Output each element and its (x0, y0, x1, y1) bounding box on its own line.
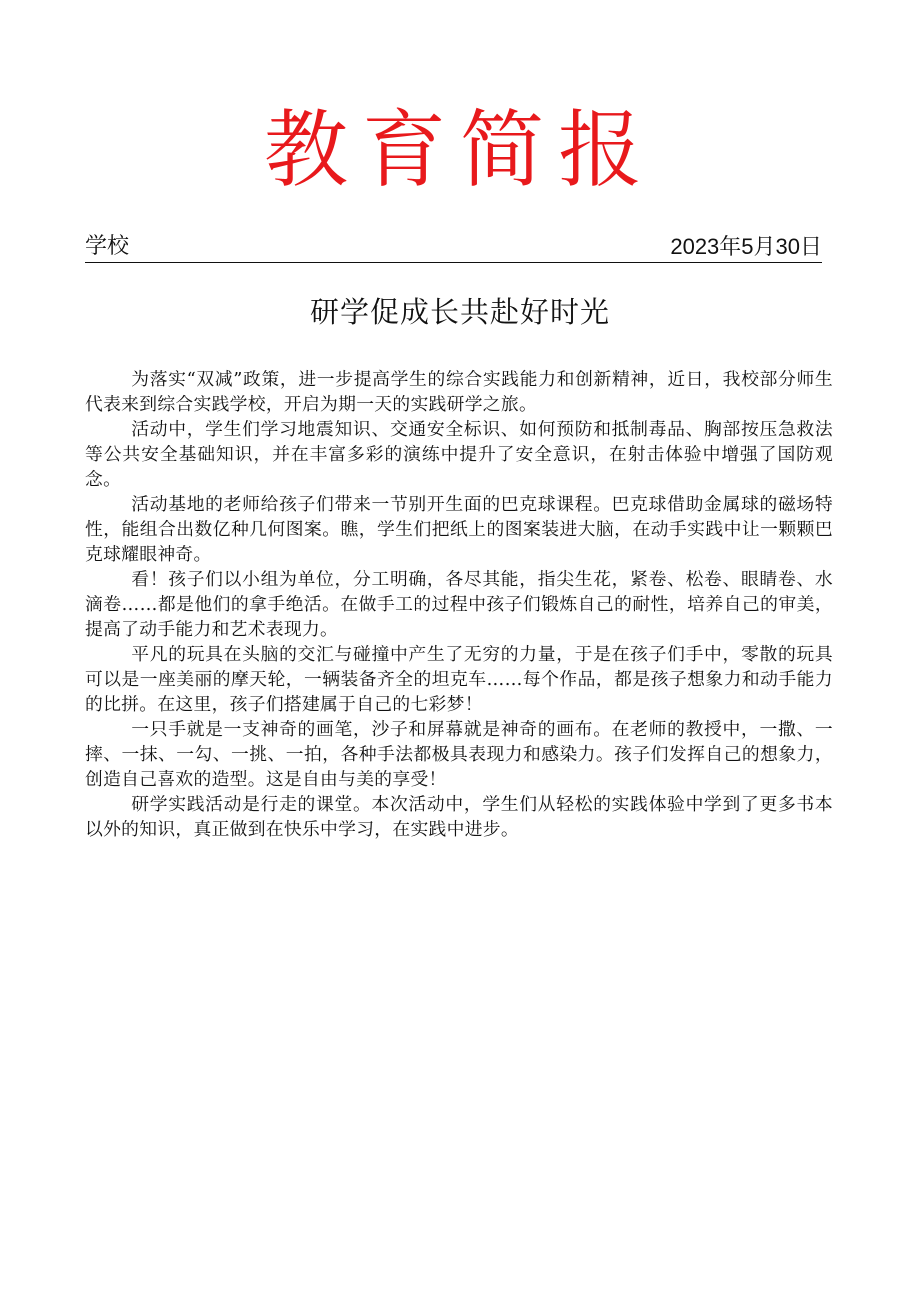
paragraph-intro: 为落实“双减”政策，进一步提高学生的综合实践能力和创新精神，近日，我校部分师生代表来到综合实践学校，开启为期一天的实践研学之旅。 (85, 369, 833, 415)
article-headline: 研学促成长共赴好时光 (309, 295, 610, 329)
paragraph-handcraft: 看！孩子们以小组为单位，分工明确，各尽其能，指尖生花，紧卷、松卷、眼睛卷、水滴卷……都是他们的拿手绝活。在做手工的过程中孩子们锻炼自己的耐性，培养自己的审美，提高了动手能力和艺术表现力。 (85, 569, 833, 640)
paragraph-safety: 活动中，学生们学习地震知识、交通安全标识、如何预防和抵制毒品、胸部按压急救法等公共安全基础知识，并在丰富多彩的演练中提升了安全意识，在射击体验中增强了国防观念。 (85, 419, 833, 490)
info-line (85, 232, 822, 263)
issue-date: 2023年5月30日 (670, 234, 822, 259)
school-label: 学校 (85, 234, 130, 259)
paragraph-sand-art: 一只手就是一支神奇的画笔，沙子和屏幕就是神奇的画布。在老师的教授中，一撒、一摔、一抹、一勾、一挑、一拍，各种手法都极具表现力和感染力。孩子们发挥自己的想象力，创造自己喜欢的造型。这是自由与美的享受！ (85, 719, 833, 790)
paragraph-toys: 平凡的玩具在头脑的交汇与碰撞中产生了无穷的力量，于是在孩子们手中，零散的玩具可以是一座美丽的摩天轮，一辆装备齐全的坦克车……每个作品，都是孩子想象力和动手能力的比拼。在这里，孩子们搭建属于自己的七彩梦！ (85, 644, 833, 715)
paragraph-buckyball: 活动基地的老师给孩子们带来一节别开生面的巴克球课程。巴克球借助金属球的磁场特性，能组合出数亿种几何图案。瞧，学生们把纸上的图案装进大脑，在动手实践中让一颗颗巴克球耀眼神奇。 (85, 494, 833, 565)
masthead-title: 教育简报 (263, 101, 656, 199)
paragraph-conclusion: 研学实践活动是行走的课堂。本次活动中，学生们从轻松的实践体验中学到了更多书本以外的知识，真正做到在快乐中学习，在实践中进步。 (85, 794, 833, 840)
article-body (85, 367, 833, 842)
